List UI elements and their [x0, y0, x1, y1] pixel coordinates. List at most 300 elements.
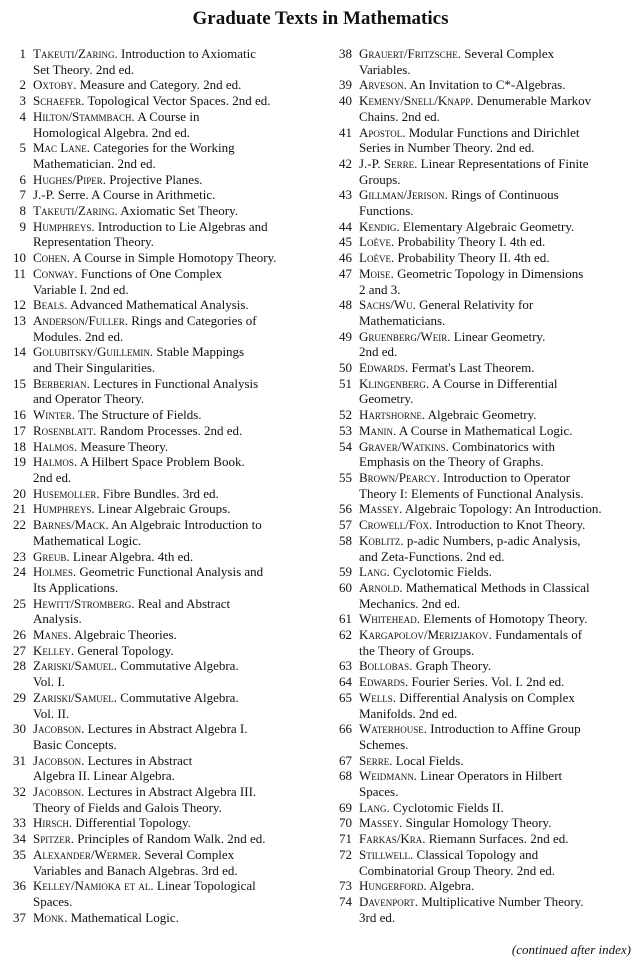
entry-title: Fibre Bundles. 3rd ed. [102, 485, 219, 501]
entry-line [359, 706, 636, 722]
entry-author: Kelley [33, 642, 71, 658]
entry-line [359, 596, 636, 612]
entry-number: 52 [339, 407, 352, 423]
entry-title: the Theory of Groups. [359, 642, 475, 658]
entry-author: Schaefer [33, 93, 82, 109]
entry-text [359, 266, 636, 297]
entry-text [33, 439, 306, 455]
entry-text [33, 910, 306, 926]
entry-author: Jacobson [33, 784, 82, 800]
entry-title: Probability Theory II. 4th ed. [397, 250, 550, 266]
entry-author: Hirsch [33, 815, 69, 831]
entry-author: Hughes/Piper [33, 171, 103, 187]
entry-line: Apostol. Modular Functions and Dirichlet [359, 124, 580, 140]
entry-text [33, 77, 306, 93]
list-item [6, 753, 306, 784]
entry-line: Stillwell. Classical Topology and [359, 846, 539, 862]
entry-text [33, 878, 306, 909]
entry-line: Berberian. Lectures in Functional Analysis [33, 375, 259, 391]
entry-text [359, 439, 636, 470]
entry-number: 32 [13, 784, 26, 800]
entry-title: Differential Topology. [75, 815, 191, 831]
entry-author: Edwards [359, 674, 405, 690]
entry-number: 67 [339, 752, 352, 768]
entry-number: 5 [19, 140, 26, 156]
entry-title: Random Processes. 2nd ed. [99, 422, 243, 438]
entry-line: Holmes. Geometric Functional Analysis and [33, 564, 264, 580]
list-item [6, 910, 306, 926]
entry-title: Modules. 2nd ed. [33, 328, 124, 344]
continuation-note: (continued after index) [511, 942, 631, 957]
entry-author: Gruenberg/Weir [359, 328, 448, 344]
entry-text [359, 800, 636, 816]
list-item [332, 125, 636, 156]
entry-line: Kelley. General Topology. [33, 642, 174, 658]
entry-number: 23 [13, 548, 26, 564]
entry-line: Alexander/Wermer. Several Complex [33, 846, 235, 862]
entry-title: Linear Geometry. [453, 328, 546, 344]
entry-number: 14 [13, 344, 26, 360]
list-item [332, 250, 636, 266]
entry-text [359, 517, 636, 533]
entry-title: Classical Topology and [416, 846, 539, 862]
list-item [6, 643, 306, 659]
entry-title: Basic Concepts. [33, 736, 117, 752]
entry-line [359, 737, 636, 753]
entry-text [33, 109, 306, 140]
entry-number: 6 [19, 171, 26, 187]
entry-line: Hughes/Piper. Projective Planes. [33, 171, 203, 187]
entry-line: Wells. Differential Analysis on Complex [359, 689, 575, 705]
entry-author: Kendig [359, 218, 397, 234]
entry-number: 62 [339, 627, 352, 643]
entry-author: Barnes/Mack [33, 517, 106, 533]
entry-title: General Relativity for [419, 297, 534, 313]
list-item [6, 376, 306, 407]
entry-title: Functions of One Complex [80, 265, 223, 281]
entry-line: Loève. Probability Theory II. 4th ed. [359, 250, 550, 266]
entry-number: 57 [339, 517, 352, 533]
entry-author: Apostol [359, 124, 403, 140]
entry-line [33, 282, 306, 298]
list-item [332, 894, 636, 925]
entry-title: 2nd ed. [33, 469, 72, 485]
entry-line: Gillman/Jerison. Rings of Continuous [359, 187, 559, 203]
entry-author: Zariski/Samuel [33, 658, 114, 674]
entry-number: 28 [13, 658, 26, 674]
entry-line [359, 454, 636, 470]
entry-text [33, 407, 306, 423]
entry-line: Kargapolov/Merizjakov. Fundamentals of [359, 627, 583, 643]
entry-line: Zariski/Samuel. Commutative Algebra. [33, 689, 239, 705]
entry-title: Mathematical Logic. [33, 532, 142, 548]
entry-title: Theory I: Elements of Functional Analysis. [359, 485, 584, 501]
entry-title: 3rd ed. [359, 909, 396, 925]
entry-title: Emphasis on the Theory of Graphs. [359, 454, 544, 470]
entry-title: Projective Planes. [109, 171, 203, 187]
entry-line: Arveson. An Invitation to C*-Algebras. [359, 77, 566, 93]
entry-title: Variables and Banach Algebras. 3rd ed. [33, 862, 238, 878]
list-item [6, 831, 306, 847]
entry-line: Sachs/Wu. General Relativity for [359, 297, 534, 313]
entry-line: Jacobson. Lectures in Abstract [33, 752, 193, 768]
entry-line: Hirsch. Differential Topology. [33, 815, 191, 831]
entry-number: 25 [13, 595, 26, 611]
entry-text [359, 627, 636, 658]
entry-title: Multiplicative Number Theory. [421, 893, 584, 909]
entry-title: Several Complex [464, 46, 555, 61]
entry-text [359, 360, 636, 376]
entry-author: Holmes [33, 564, 73, 580]
entry-line: Takeuti/Zaring. Axiomatic Set Theory. [33, 203, 238, 219]
entry-text [33, 658, 306, 689]
entry-text [33, 721, 306, 752]
entry-number: 20 [13, 485, 26, 501]
entry-text [33, 376, 306, 407]
entry-title: Measure and Category. 2nd ed. [79, 77, 242, 93]
entry-title: Real and Abstract [137, 595, 231, 611]
entry-title: Mathematicians. [359, 312, 446, 328]
entry-line: Spitzer. Principles of Random Walk. 2nd ed. [33, 831, 266, 847]
entry-number: 16 [13, 407, 26, 423]
entry-title: 2 and 3. [359, 281, 401, 297]
entry-number: 59 [339, 564, 352, 580]
entry-author: Hewitt/Stromberg [33, 595, 132, 611]
entry-title: Introduction to Affine Group [430, 721, 581, 737]
entry-title: Mathematical Logic. [70, 909, 179, 925]
entry-title: Analysis. [33, 611, 82, 627]
entry-text [359, 156, 636, 187]
entry-title: and Zeta-Functions. 2nd ed. [359, 548, 505, 564]
entry-title: Modular Functions and Dirichlet [408, 124, 580, 140]
list-item [6, 721, 306, 752]
entry-line [33, 234, 306, 250]
entry-title: Linear Representations of Finite [420, 155, 589, 171]
list-item [332, 423, 636, 439]
entry-text [33, 501, 306, 517]
entry-line: Davenport. Multiplicative Number Theory. [359, 893, 584, 909]
entry-line: Humphreys. Introduction to Lie Algebras and [33, 218, 268, 234]
entry-line [359, 910, 636, 926]
entry-line: Golubitsky/Guillemin. Stable Mappings [33, 344, 245, 360]
entry-author: Beals [33, 297, 65, 313]
entry-author: Rosenblatt [33, 422, 94, 438]
entry-author: Kargapolov/Merizjakov [359, 627, 489, 643]
list-item [332, 831, 636, 847]
entry-line [359, 313, 636, 329]
entry-title: Lectures in Abstract [87, 752, 193, 768]
entry-number: 31 [13, 752, 26, 768]
entry-title: Elements of Homotopy Theory. [423, 611, 588, 627]
entry-line [33, 62, 306, 78]
entry-number: 61 [339, 611, 352, 627]
entry-text [359, 187, 636, 218]
entry-line [359, 344, 636, 360]
entry-title: Principles of Random Walk. 2nd ed. [77, 831, 266, 847]
list-item [6, 784, 306, 815]
entry-line [33, 391, 306, 407]
entry-author: Conway [33, 265, 75, 281]
list-item [332, 580, 636, 611]
entry-title: Differential Analysis on Complex [399, 689, 575, 705]
entry-text [359, 407, 636, 423]
entry-title: Spaces. [359, 784, 399, 800]
entry-author: Massey [359, 501, 400, 517]
entry-text [33, 815, 306, 831]
entry-text [359, 847, 636, 878]
list-item [332, 297, 636, 328]
entry-text [359, 46, 636, 77]
entry-title: Representation Theory. [33, 234, 154, 250]
entry-number: 69 [339, 799, 352, 815]
entry-text [359, 219, 636, 235]
entry-author: Oxtoby [33, 77, 74, 93]
entry-line [33, 894, 306, 910]
entry-line: Takeuti/Zaring. Introduction to Axiomatic [33, 46, 257, 61]
entry-line [33, 737, 306, 753]
entry-author: Hilton/Stammbach [33, 108, 132, 124]
entry-author: Hungerford [359, 878, 424, 894]
entry-author: Massey [359, 815, 400, 831]
list-item [332, 517, 636, 533]
entry-line: Hungerford. Algebra. [359, 878, 475, 894]
entry-title: A Course in Simple Homotopy Theory. [72, 250, 277, 266]
entry-title: Graph Theory. [415, 658, 492, 674]
entry-line: Gruenberg/Weir. Linear Geometry. [359, 328, 546, 344]
entry-title: Lectures in Abstract Algebra III. [87, 784, 257, 800]
list-item [6, 297, 306, 313]
entry-text [33, 423, 306, 439]
entry-author: Grauert/Fritzsche [359, 46, 458, 61]
entry-line: Greub. Linear Algebra. 4th ed. [33, 548, 194, 564]
entry-title: Stable Mappings [156, 344, 245, 360]
entry-author: Koblitz [359, 532, 401, 548]
entry-line [359, 391, 636, 407]
entry-author: Berberian [33, 375, 87, 391]
list-item [332, 674, 636, 690]
entry-number: 22 [13, 517, 26, 533]
entry-title: Homological Algebra. 2nd ed. [33, 124, 191, 140]
entry-line: J.-P. Serre. Linear Representations of Finite [359, 155, 589, 171]
list-item [6, 549, 306, 565]
entry-title: A Course in Mathematical Logic. [398, 422, 573, 438]
entry-line [33, 329, 306, 345]
entry-title: Set Theory. 2nd ed. [33, 61, 135, 77]
entry-title: The Structure of Fields. [78, 407, 202, 423]
entry-number: 18 [13, 438, 26, 454]
entry-number: 70 [339, 815, 352, 831]
entry-text [33, 219, 306, 250]
entry-author: Cohen [33, 250, 67, 266]
entry-title: 2nd ed. [359, 344, 398, 360]
list-item [332, 234, 636, 250]
entry-author: Monk [33, 909, 65, 925]
entry-line: Conway. Functions of One Complex [33, 265, 223, 281]
entry-title: Geometric Topology in Dimensions [397, 265, 584, 281]
entry-author: Manes [33, 627, 69, 643]
entry-title: Riemann Surfaces. 2nd ed. [428, 831, 569, 847]
entry-author: Takeuti/Zaring [33, 203, 115, 219]
entry-author: Graver/Watkins [359, 438, 446, 454]
list-item [332, 407, 636, 423]
entry-number: 48 [339, 297, 352, 313]
entry-line [359, 62, 636, 78]
entry-number: 4 [19, 108, 26, 124]
entry-line: Serre. Local Fields. [359, 752, 464, 768]
entry-author: Golubitsky/Guillemin [33, 344, 150, 360]
entry-line: Halmos. Measure Theory. [33, 438, 169, 454]
entry-title: A Course in [137, 108, 200, 124]
entry-title: Algebraic Topology: An Introduction. [404, 501, 602, 517]
entry-author: Farkas/Kra [359, 831, 423, 847]
entry-line: Massey. Singular Homology Theory. [359, 815, 552, 831]
entry-title: Manifolds. 2nd ed. [359, 705, 458, 721]
entry-title: Fourier Series. Vol. I. 2nd ed. [411, 674, 565, 690]
entry-title: Introduction to Knot Theory. [435, 517, 586, 533]
entry-text [33, 93, 306, 109]
entry-number: 13 [13, 312, 26, 328]
entry-number: 38 [339, 46, 352, 61]
entry-text [33, 266, 306, 297]
entry-title: Functions. [359, 203, 414, 219]
list-item [332, 77, 636, 93]
list-item [6, 266, 306, 297]
entry-author: Winter [33, 407, 72, 423]
entry-text [33, 486, 306, 502]
entry-text [33, 250, 306, 266]
entry-author: Serre [359, 752, 390, 768]
entry-text [33, 313, 306, 344]
entry-line: Zariski/Samuel. Commutative Algebra. [33, 658, 239, 674]
entry-author: Klingenberg [359, 375, 426, 391]
entry-author: Halmos [33, 438, 74, 454]
entry-line [33, 125, 306, 141]
entry-number: 26 [13, 627, 26, 643]
entry-line: Hewitt/Stromberg. Real and Abstract [33, 595, 231, 611]
entry-line: Loève. Probability Theory I. 4th ed. [359, 234, 546, 250]
entry-author: Moise [359, 265, 391, 281]
list-item [332, 847, 636, 878]
entry-text [33, 549, 306, 565]
entry-text [359, 501, 636, 517]
entry-line: Cohen. A Course in Simple Homotopy Theory. [33, 250, 277, 266]
entry-number: 73 [339, 878, 352, 894]
entry-line: Massey. Algebraic Topology: An Introduction. [359, 501, 602, 517]
entry-title: Vol. II. [33, 705, 70, 721]
list-item [6, 658, 306, 689]
entry-line [33, 768, 306, 784]
entry-line: Beals. Advanced Mathematical Analysis. [33, 297, 249, 313]
entry-number: 71 [339, 831, 352, 847]
entry-title: Groups. [359, 171, 401, 187]
list-item [332, 266, 636, 297]
entry-line: Humphreys. Linear Algebraic Groups. [33, 501, 231, 517]
entry-number: 29 [13, 689, 26, 705]
entry-line [359, 643, 636, 659]
entry-line: Rosenblatt. Random Processes. 2nd ed. [33, 422, 243, 438]
entry-line: Hartshorne. Algebraic Geometry. [359, 407, 537, 423]
entry-number: 21 [13, 501, 26, 517]
entry-line: Graver/Watkins. Combinatorics with [359, 438, 556, 454]
entry-author: Whitehead [359, 611, 417, 627]
list-item [6, 564, 306, 595]
entry-title: Rings and Categories of [131, 312, 257, 328]
entry-line: Jacobson. Lectures in Abstract Algebra I. [33, 721, 248, 737]
entry-title: Its Applications. [33, 579, 119, 595]
entry-title: Denumerable Markov [476, 93, 592, 109]
entry-title: Cyclotomic Fields. [392, 564, 492, 580]
entry-title: Series in Number Theory. 2nd ed. [359, 140, 535, 156]
list-item [6, 517, 306, 548]
entry-title: Geometric Functional Analysis and [79, 564, 264, 580]
entry-text [359, 721, 636, 752]
entry-number: 34 [13, 831, 26, 847]
entry-text [359, 564, 636, 580]
entry-line: Husemoller. Fibre Bundles. 3rd ed. [33, 485, 219, 501]
entry-line: Weidmann. Linear Operators in Hilbert [359, 768, 563, 784]
entry-title: Mathematical Methods in Classical [405, 579, 590, 595]
entry-text [33, 344, 306, 375]
entry-number: 65 [339, 689, 352, 705]
entry-number: 27 [13, 642, 26, 658]
entry-line: Klingenberg. A Course in Differential [359, 375, 558, 391]
entry-author: Zariski/Samuel [33, 689, 114, 705]
entry-text [359, 297, 636, 328]
entry-line: Hilton/Stammbach. A Course in [33, 108, 200, 124]
list-item [6, 501, 306, 517]
continuation-text: continued after index [516, 942, 627, 957]
entry-number: 41 [339, 124, 352, 140]
entry-title: General Topology. [77, 642, 174, 658]
entry-text [359, 470, 636, 501]
entry-author: Humphreys [33, 501, 92, 517]
entry-title: Topological Vector Spaces. 2nd ed. [87, 93, 271, 109]
entry-author: Brown/Pearcy [359, 469, 437, 485]
list-item [332, 768, 636, 799]
entry-title: Elementary Algebraic Geometry. [402, 218, 575, 234]
list-item [332, 470, 636, 501]
entry-title: Commutative Algebra. [120, 689, 239, 705]
entry-title: Categories for the Working [93, 140, 235, 156]
entry-title: Local Fields. [395, 752, 464, 768]
entry-number: 58 [339, 532, 352, 548]
entry-author: Hartshorne [359, 407, 422, 423]
entry-line: Grauert/Fritzsche. Several Complex [359, 46, 555, 61]
entry-number: 42 [339, 155, 352, 171]
entry-line: Manes. Algebraic Theories. [33, 627, 177, 643]
entry-text [33, 203, 306, 219]
entry-number: 33 [13, 815, 26, 831]
entry-author: Lang [359, 564, 387, 580]
entry-line [33, 706, 306, 722]
list-item [6, 172, 306, 188]
entry-text [359, 580, 636, 611]
entry-title: Variable I. 2nd ed. [33, 281, 129, 297]
entry-text [33, 517, 306, 548]
list-item [332, 46, 636, 77]
entry-text [33, 753, 306, 784]
entry-title: Combinatorial Group Theory. 2nd ed. [359, 862, 556, 878]
entry-author: Kemeny/Snell/Knapp [359, 93, 471, 109]
list-item [6, 250, 306, 266]
list-item [332, 93, 636, 124]
entry-text [359, 93, 636, 124]
entry-line [33, 674, 306, 690]
entry-title: Algebraic Geometry. [427, 407, 537, 423]
entry-text [359, 376, 636, 407]
entry-number: 7 [19, 187, 26, 203]
list-item [332, 627, 636, 658]
